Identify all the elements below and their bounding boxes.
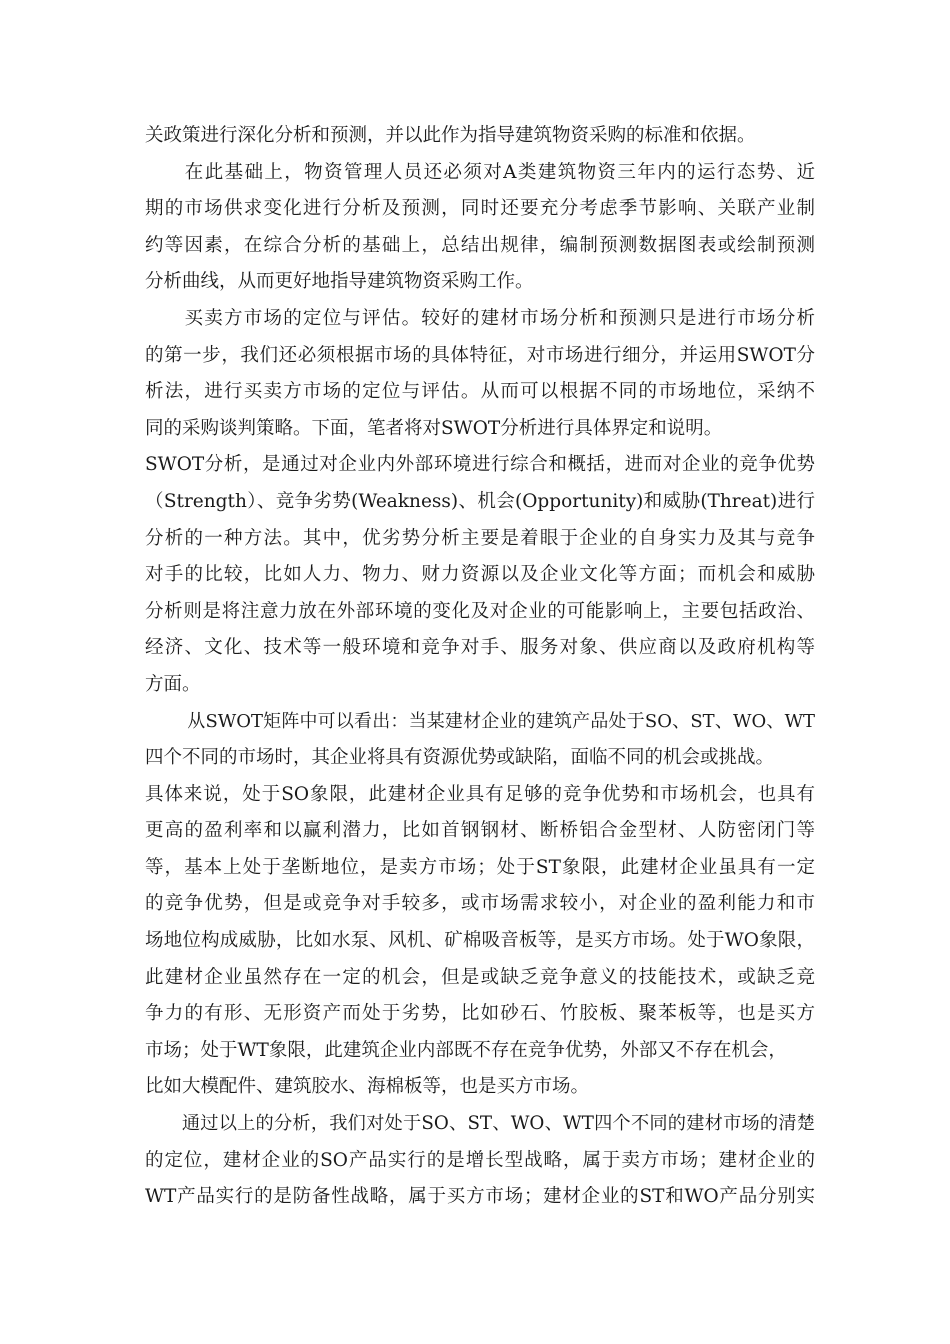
text-line: （Strength）、竞争劣势(Weakness)、机会(Opportunity)和威胁(Threat)进行: [145, 490, 815, 512]
text-line: 通过以上的分析，我们对处于SO、ST、WO、WT四个不同的建材市场的清楚: [145, 1113, 815, 1135]
text-line: 此建材企业虽然存在一定的机会，但是或缺乏竞争意义的技能技术，或缺乏竞: [145, 966, 815, 988]
text-line: 买卖方市场的定位与评估。较好的建材市场分析和预测只是进行市场分析: [145, 307, 815, 329]
text-line: 四个不同的市场时，其企业将具有资源优势或缺陷，面临不同的机会或挑战。: [145, 747, 775, 769]
text-line: 场地位构成威胁，比如水泵、风机、矿棉吸音板等，是买方市场。处于WO象限，: [145, 930, 815, 952]
text-line: 对手的比较，比如人力、物力、财力资源以及企业文化等方面；而机会和威胁: [145, 564, 815, 586]
text-line: 期的市场供求变化进行分析及预测，同时还要充分考虑季节影响、关联产业制: [145, 198, 815, 220]
text-line: 的第一步，我们还必须根据市场的具体特征，对市场进行细分，并运用SWOT分: [145, 344, 815, 366]
text-line: 市场；处于WT象限，此建筑企业内部既不存在竞争优势，外部又不存在机会，: [145, 1039, 787, 1061]
text-line: 比如大模配件、建筑胶水、海棉板等，也是买方市场。: [145, 1076, 590, 1098]
text-line: 的竞争优势，但是或竞争对手较多，或市场需求较小，对企业的盈利能力和市: [145, 893, 815, 915]
body-text: [145, 118, 815, 1216]
text-line: 具体来说，处于SO象限，此建材企业具有足够的竞争优势和市场机会，也具有: [145, 783, 815, 805]
text-line: 同的采购谈判策略。下面，笔者将对SWOT分析进行具体界定和说明。: [145, 417, 723, 439]
text-line: 等，基本上处于垄断地位，是卖方市场；处于ST象限，此建材企业虽具有一定: [145, 856, 815, 878]
text-line: WT产品实行的是防备性战略，属于买方市场；建材企业的ST和WO产品分别实: [145, 1186, 815, 1208]
text-line: 在此基础上，物资管理人员还必须对A类建筑物资三年内的运行态势、近: [145, 161, 815, 183]
text-line: 分析曲线，从而更好地指导建筑物资采购工作。: [145, 271, 534, 293]
text-line: 经济、文化、技术等一般环境和竞争对手、服务对象、供应商以及政府机构等: [145, 637, 815, 659]
text-line: 分析则是将注意力放在外部环境的变化及对企业的可能影响上，主要包括政治、: [145, 600, 815, 622]
text-line: 的定位，建材企业的SO产品实行的是增长型战略，属于卖方市场；建材企业的: [145, 1149, 815, 1171]
text-line: 约等因素，在综合分析的基础上，总结出规律，编制预测数据图表或绘制预测: [145, 234, 815, 256]
text-line: SWOT分析，是通过对企业内外部环境进行综合和概括，进而对企业的竞争优势: [145, 454, 815, 476]
text-line: 更高的盈利率和以赢利潜力，比如首钢钢材、断桥铝合金型材、人防密闭门等: [145, 820, 815, 842]
text-line: 从SWOT矩阵中可以看出：当某建材企业的建筑产品处于SO、ST、WO、WT: [145, 710, 815, 732]
text-line: 方面。: [145, 673, 201, 695]
text-line: 关政策进行深化分析和预测，并以此作为指导建筑物资采购的标准和依据。: [145, 125, 756, 146]
text-line: 争力的有形、无形资产而处于劣势，比如砂石、竹胶板、聚苯板等，也是买方: [145, 1003, 815, 1025]
text-line: 析法，进行买卖方市场的定位与评估。从而可以根据不同的市场地位，采纳不: [145, 381, 815, 403]
text-line: 分析的一种方法。其中，优劣势分析主要是着眼于企业的自身实力及其与竞争: [145, 527, 815, 549]
